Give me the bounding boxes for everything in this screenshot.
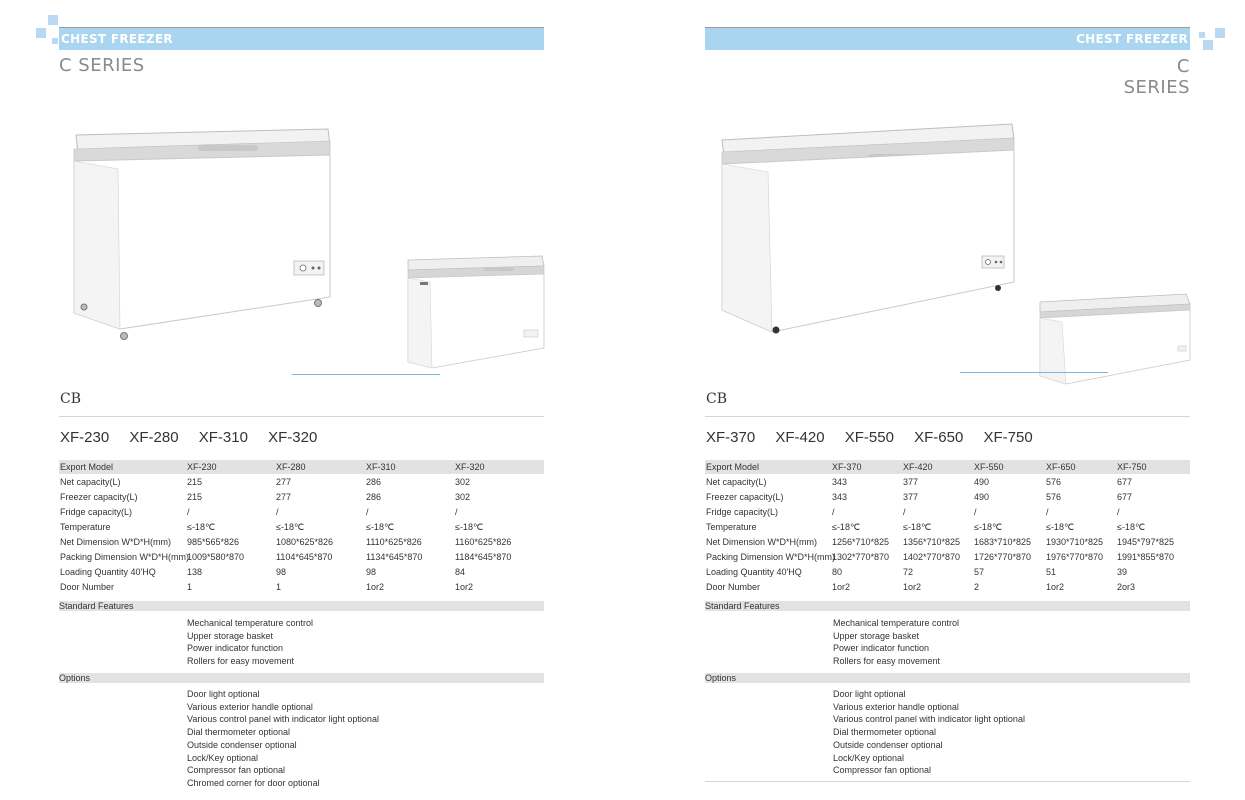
- left-page: [0, 0, 622, 800]
- spec-row: [705, 535, 1190, 549]
- spec-row: [705, 580, 1190, 594]
- family-divider: [705, 416, 1190, 417]
- model-name: XF-230: [60, 429, 110, 446]
- list-item: Rollers for easy movement: [833, 656, 941, 667]
- spec-value: 51: [1046, 567, 1057, 577]
- spec-value: 302: [455, 477, 471, 487]
- options-list: [833, 688, 1025, 777]
- spec-label: Packing Dimension W*D*H(mm): [60, 552, 190, 562]
- spec-value: /: [832, 507, 835, 517]
- decorative-square: [1199, 32, 1205, 38]
- spec-value: 985*565*826: [187, 537, 240, 547]
- family-divider: [59, 416, 544, 417]
- spec-value: 1726*770*870: [974, 552, 1032, 562]
- model-name: XF-280: [129, 429, 179, 446]
- decorative-square: [52, 38, 58, 44]
- spec-value: ≤-18℃: [366, 522, 395, 532]
- spec-value: 1110*625*826: [366, 537, 422, 547]
- spec-value: 1683*710*825: [974, 537, 1032, 547]
- list-item: Various exterior handle optional: [187, 701, 313, 712]
- list-item: Upper storage basket: [833, 630, 920, 641]
- spec-value: /: [366, 507, 369, 517]
- spec-value: 39: [1117, 567, 1128, 577]
- decorative-square: [1215, 28, 1225, 38]
- options-header: Options: [59, 673, 544, 683]
- spec-value: 98: [276, 567, 287, 577]
- spec-value: 576: [1046, 477, 1062, 487]
- list-item: Mechanical temperature control: [187, 618, 314, 628]
- product-family-label: CB: [706, 391, 727, 407]
- spec-label: Packing Dimension W*D*H(mm): [706, 552, 836, 562]
- spec-row: [59, 550, 544, 564]
- image-caption-rule: [960, 372, 1108, 373]
- spec-value: 1402*770*870: [903, 552, 961, 562]
- spec-label: Fridge capacity(L): [60, 507, 133, 517]
- spec-value: 138: [187, 567, 203, 577]
- list-item: Dial thermometer optional: [833, 727, 937, 738]
- spec-row: [59, 505, 544, 519]
- spec-value: 1945*797*825: [1117, 537, 1175, 547]
- spec-value: 1or2: [1046, 582, 1065, 592]
- spec-value: 215: [187, 492, 203, 502]
- model-name: XF-420: [775, 429, 825, 446]
- page-bottom-rule: [705, 781, 1190, 782]
- spec-label: Loading Quantity 40'HQ: [60, 567, 156, 577]
- spec-value: XF-420: [903, 462, 933, 472]
- list-item: Outside condenser optional: [833, 739, 943, 750]
- spec-value: 215: [187, 477, 203, 487]
- spec-value: 1009*580*870: [187, 552, 245, 562]
- series-title: C SERIES: [59, 55, 145, 76]
- spec-value: 302: [455, 492, 471, 502]
- model-list: [60, 429, 327, 446]
- spec-value: 576: [1046, 492, 1062, 502]
- spec-value: /: [1117, 507, 1120, 517]
- spec-value: XF-310: [366, 462, 396, 472]
- category-banner: CHEST FREEZER: [705, 28, 1190, 50]
- spec-value: ≤-18℃: [455, 522, 484, 532]
- spec-row: [705, 565, 1190, 579]
- spec-value: /: [187, 507, 190, 517]
- list-item: Power indicator function: [833, 643, 930, 654]
- spec-value: XF-370: [832, 462, 862, 472]
- list-item: Mechanical temperature control: [833, 618, 960, 628]
- list-item: Compressor fan optional: [187, 765, 286, 776]
- spec-value: 98: [366, 567, 377, 577]
- spec-value: 277: [276, 492, 292, 502]
- spec-value: 490: [974, 477, 990, 487]
- model-name: XF-550: [844, 429, 894, 446]
- spec-value: ≤-18℃: [832, 522, 861, 532]
- spec-value: 57: [974, 567, 985, 577]
- spec-label: Export Model: [60, 462, 114, 472]
- spec-value: 80: [832, 567, 843, 577]
- image-caption-rule: [292, 374, 440, 375]
- spec-row: [59, 490, 544, 504]
- spec-row: [59, 520, 544, 534]
- spec-value: XF-650: [1046, 462, 1076, 472]
- spec-value: 2or3: [1117, 582, 1136, 592]
- spec-value: ≤-18℃: [276, 522, 305, 532]
- list-item: Various control panel with indicator light optional: [833, 714, 1025, 725]
- spec-label: Fridge capacity(L): [706, 507, 779, 517]
- spec-label: Door Number: [60, 582, 115, 592]
- spec-value: 1256*710*825: [832, 537, 890, 547]
- chest-freezer-image-large: [68, 115, 338, 345]
- spec-label: Net Dimension W*D*H(mm): [706, 537, 818, 547]
- list-item: Outside condenser optional: [187, 739, 297, 750]
- spec-value: 1991*855*870: [1117, 552, 1175, 562]
- spec-value: /: [276, 507, 279, 517]
- decorative-square: [1203, 40, 1213, 50]
- chest-freezer-image-small: [404, 250, 548, 378]
- list-item: Rollers for easy movement: [187, 656, 295, 667]
- model-name: XF-320: [268, 429, 318, 446]
- spec-value: 1104*645*870: [276, 552, 333, 562]
- spec-row: [59, 565, 544, 579]
- spec-label: Freezer capacity(L): [60, 492, 138, 502]
- spec-value: 2: [974, 582, 980, 592]
- list-item: Upper storage basket: [187, 630, 274, 641]
- spec-label: Net capacity(L): [706, 477, 767, 487]
- list-item: Dial thermometer optional: [187, 727, 291, 738]
- chest-freezer-image-small: [1036, 290, 1196, 388]
- list-item: Power indicator function: [187, 643, 284, 654]
- spec-label: Freezer capacity(L): [706, 492, 784, 502]
- spec-value: 1080*625*826: [276, 537, 334, 547]
- spec-value: 677: [1117, 492, 1133, 502]
- spec-value: 1: [187, 582, 193, 592]
- spec-row: [705, 505, 1190, 519]
- spec-value: /: [903, 507, 906, 517]
- spec-value: /: [455, 507, 458, 517]
- spec-label: Net Dimension W*D*H(mm): [60, 537, 172, 547]
- spec-value: ≤-18℃: [187, 522, 216, 532]
- spec-row: [59, 580, 544, 594]
- spec-value: 1or2: [455, 582, 474, 592]
- spec-value: /: [974, 507, 977, 517]
- options-list: [187, 688, 379, 790]
- spec-value: 1: [276, 582, 282, 592]
- spec-value: XF-280: [276, 462, 306, 472]
- spec-value: 286: [366, 492, 382, 502]
- spec-label: Door Number: [706, 582, 761, 592]
- list-item: Various control panel with indicator light optional: [187, 714, 379, 725]
- spec-row: [705, 490, 1190, 504]
- list-item: Various exterior handle optional: [833, 701, 959, 712]
- spec-row: [705, 475, 1190, 489]
- list-item: Compressor fan optional: [833, 765, 932, 776]
- options-header: Options: [705, 673, 1190, 683]
- spec-label: Temperature: [706, 522, 757, 532]
- spec-value: ≤-18℃: [903, 522, 932, 532]
- standard-features-list: [833, 617, 959, 668]
- right-page: [622, 0, 1245, 800]
- chest-freezer-image-large: [718, 120, 1018, 338]
- model-name: XF-370: [706, 429, 756, 446]
- spec-value: 84: [455, 567, 466, 577]
- spec-value: 377: [903, 492, 919, 502]
- spec-value: /: [1046, 507, 1049, 517]
- spec-table: [59, 460, 544, 600]
- model-name: XF-750: [983, 429, 1033, 446]
- spec-value: 1134*645*870: [366, 552, 423, 562]
- spec-table: [705, 460, 1190, 600]
- model-list: [706, 429, 1043, 446]
- list-item: Lock/Key optional: [833, 752, 905, 763]
- spec-value: 1184*645*870: [455, 552, 512, 562]
- standard-features-header: Standard Features: [59, 601, 544, 611]
- spec-value: 343: [832, 477, 848, 487]
- spec-row: [705, 550, 1190, 564]
- spec-value: ≤-18℃: [974, 522, 1003, 532]
- spec-label: Temperature: [60, 522, 111, 532]
- spec-label: Net capacity(L): [60, 477, 121, 487]
- spec-value: ≤-18℃: [1046, 522, 1075, 532]
- list-item: Door light optional: [833, 689, 906, 699]
- spec-value: 72: [903, 567, 914, 577]
- series-title: C SERIES: [1123, 56, 1190, 98]
- spec-header-row: [59, 460, 544, 474]
- spec-value: 277: [276, 477, 292, 487]
- decorative-square: [36, 28, 46, 38]
- product-family-label: CB: [60, 391, 81, 407]
- spec-label: Loading Quantity 40'HQ: [706, 567, 802, 577]
- spec-value: XF-750: [1117, 462, 1147, 472]
- category-banner: CHEST FREEZER: [59, 28, 544, 50]
- spec-value: XF-550: [974, 462, 1004, 472]
- standard-features-list: [187, 617, 313, 668]
- spec-value: 677: [1117, 477, 1133, 487]
- spec-value: XF-230: [187, 462, 217, 472]
- spec-row: [59, 475, 544, 489]
- decorative-square: [48, 15, 58, 25]
- spec-header-row: [705, 460, 1190, 474]
- spec-row: [705, 520, 1190, 534]
- spec-value: 490: [974, 492, 990, 502]
- spec-value: 1or2: [366, 582, 385, 592]
- spec-value: 1302*770*870: [832, 552, 890, 562]
- spec-value: 1160*625*826: [455, 537, 512, 547]
- spec-label: Export Model: [706, 462, 760, 472]
- model-name: XF-310: [198, 429, 248, 446]
- spec-value: 343: [832, 492, 848, 502]
- spec-value: 1or2: [832, 582, 851, 592]
- spec-row: [59, 535, 544, 549]
- spec-value: 377: [903, 477, 919, 487]
- list-item: Chromed corner for door optional: [187, 777, 320, 788]
- list-item: Lock/Key optional: [187, 752, 259, 763]
- spec-value: ≤-18℃: [1117, 522, 1146, 532]
- spec-value: 286: [366, 477, 382, 487]
- spec-value: XF-320: [455, 462, 485, 472]
- spec-value: 1976*770*870: [1046, 552, 1104, 562]
- model-name: XF-650: [914, 429, 964, 446]
- spec-value: 1930*710*825: [1046, 537, 1104, 547]
- standard-features-header: Standard Features: [705, 601, 1190, 611]
- spec-value: 1356*710*825: [903, 537, 961, 547]
- spec-value: 1or2: [903, 582, 922, 592]
- list-item: Door light optional: [187, 689, 260, 699]
